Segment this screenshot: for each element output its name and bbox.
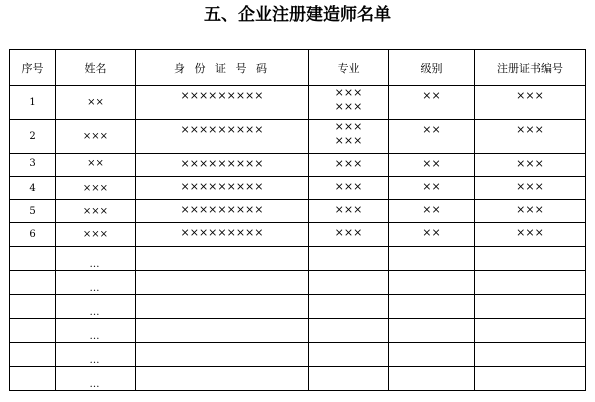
table-row	[10, 120, 586, 154]
table-row	[10, 343, 586, 367]
cell-name: ×××	[56, 120, 136, 154]
cell-name: ×××	[56, 177, 136, 200]
table-row	[10, 86, 586, 120]
cell-id-number	[136, 295, 309, 319]
cell-major: ×××	[309, 154, 389, 177]
cell-major	[309, 343, 389, 367]
table-row	[10, 319, 586, 343]
cell-id-number: ×××××××××	[136, 223, 309, 247]
cell-serial: 3	[10, 154, 56, 177]
header-serial: 序号	[10, 50, 56, 86]
table-row	[10, 271, 586, 295]
cell-id-number: ×××××××××	[136, 86, 309, 120]
cell-id-number	[136, 367, 309, 391]
registered-constructor-table	[9, 49, 586, 391]
cell-id-number	[136, 271, 309, 295]
cell-level: ××	[389, 154, 475, 177]
cell-id-number: ×××××××××	[136, 154, 309, 177]
cell-major	[309, 367, 389, 391]
cell-cert-number: ×××	[475, 120, 586, 154]
cell-major: ××× ×××	[309, 120, 389, 154]
cell-serial: 1	[10, 86, 56, 120]
cell-name: ×××	[56, 223, 136, 247]
cell-serial	[10, 319, 56, 343]
cell-serial	[10, 343, 56, 367]
document-title: 五、企业注册建造师名单	[204, 5, 391, 25]
cell-major	[309, 271, 389, 295]
cell-cert-number: ×××	[475, 154, 586, 177]
cell-major: ××× ×××	[309, 86, 389, 120]
cell-serial	[10, 295, 56, 319]
cell-major	[309, 247, 389, 271]
cell-level	[389, 343, 475, 367]
cell-cert-number: ×××	[475, 86, 586, 120]
cell-cert-number	[475, 343, 586, 367]
cell-cert-number: ×××	[475, 177, 586, 200]
cell-cert-number	[475, 295, 586, 319]
header-cert-number: 注册证书编号	[475, 50, 586, 86]
cell-id-number: ×××××××××	[136, 120, 309, 154]
table-row	[10, 177, 586, 200]
cell-level	[389, 271, 475, 295]
header-major: 专业	[309, 50, 389, 86]
cell-name: …	[56, 295, 136, 319]
cell-id-number	[136, 247, 309, 271]
table-row	[10, 223, 586, 247]
table-header-row	[10, 50, 586, 86]
cell-level	[389, 367, 475, 391]
cell-level: ××	[389, 86, 475, 120]
cell-id-number	[136, 343, 309, 367]
cell-cert-number	[475, 247, 586, 271]
cell-major: ×××	[309, 223, 389, 247]
table-row	[10, 200, 586, 223]
cell-level: ××	[389, 177, 475, 200]
cell-level: ××	[389, 200, 475, 223]
cell-name: …	[56, 343, 136, 367]
cell-name: ××	[56, 154, 136, 177]
cell-level: ××	[389, 223, 475, 247]
cell-cert-number	[475, 367, 586, 391]
cell-id-number: ×××××××××	[136, 177, 309, 200]
cell-name: …	[56, 271, 136, 295]
cell-id-number	[136, 319, 309, 343]
cell-name: …	[56, 367, 136, 391]
cell-cert-number	[475, 271, 586, 295]
cell-serial: 6	[10, 223, 56, 247]
cell-cert-number: ×××	[475, 200, 586, 223]
cell-serial	[10, 367, 56, 391]
table-row	[10, 247, 586, 271]
cell-serial: 4	[10, 177, 56, 200]
cell-cert-number	[475, 319, 586, 343]
cell-level	[389, 247, 475, 271]
table-row	[10, 367, 586, 391]
cell-serial	[10, 271, 56, 295]
cell-major: ×××	[309, 200, 389, 223]
cell-id-number: ×××××××××	[136, 200, 309, 223]
cell-name: …	[56, 319, 136, 343]
cell-major	[309, 319, 389, 343]
cell-level	[389, 295, 475, 319]
cell-major: ×××	[309, 177, 389, 200]
cell-level: ××	[389, 120, 475, 154]
table-row	[10, 154, 586, 177]
table-row	[10, 295, 586, 319]
cell-serial	[10, 247, 56, 271]
header-level: 级别	[389, 50, 475, 86]
header-name: 姓名	[56, 50, 136, 86]
cell-level	[389, 319, 475, 343]
cell-serial: 5	[10, 200, 56, 223]
cell-name: …	[56, 247, 136, 271]
cell-name: ××	[56, 86, 136, 120]
header-id-number: 身 份 证 号 码	[136, 50, 309, 86]
cell-name: ×××	[56, 200, 136, 223]
cell-major	[309, 295, 389, 319]
cell-cert-number: ×××	[475, 223, 586, 247]
cell-serial: 2	[10, 120, 56, 154]
